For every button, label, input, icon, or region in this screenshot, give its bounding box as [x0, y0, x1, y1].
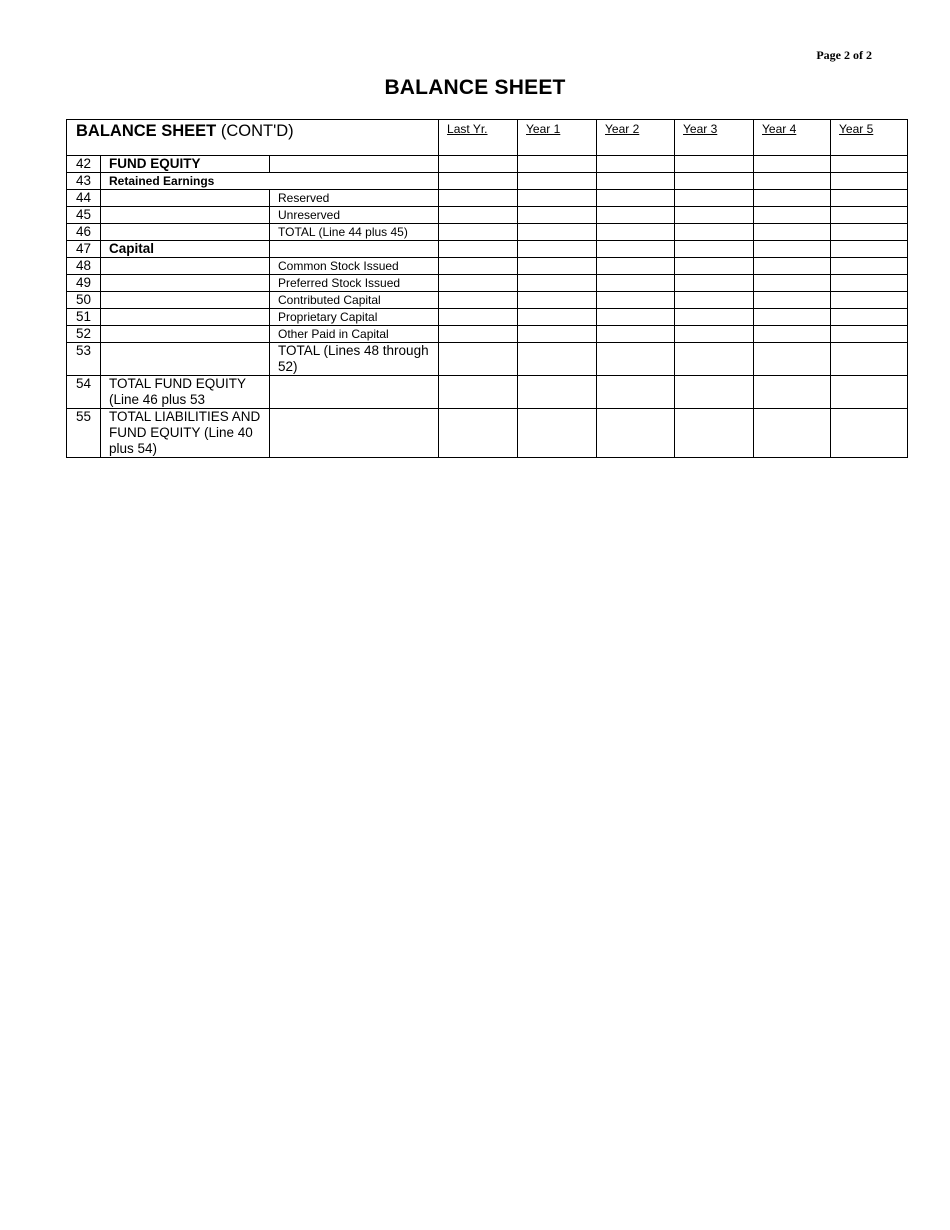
- row-sublabel: Contributed Capital: [270, 292, 439, 309]
- row-number: 49: [67, 275, 101, 292]
- value-cell[interactable]: [754, 224, 831, 241]
- value-cell[interactable]: [518, 207, 597, 224]
- value-cell[interactable]: [675, 309, 754, 326]
- row-label: [101, 224, 270, 241]
- row-label: [101, 190, 270, 207]
- value-cell[interactable]: [675, 156, 754, 173]
- row-sublabel: [270, 376, 439, 409]
- table-row: [67, 258, 908, 275]
- value-cell[interactable]: [831, 190, 908, 207]
- row-label: [101, 275, 270, 292]
- row-label: TOTAL LIABILITIES AND FUND EQUITY (Line 40 plus 54): [101, 409, 270, 458]
- table-row: [67, 409, 908, 458]
- value-cell[interactable]: [439, 156, 518, 173]
- value-cell[interactable]: [439, 326, 518, 343]
- value-cell[interactable]: [675, 275, 754, 292]
- row-label: FUND EQUITY: [101, 156, 270, 173]
- value-cell[interactable]: [675, 376, 754, 409]
- table-row: [67, 156, 908, 173]
- row-number: 44: [67, 190, 101, 207]
- value-cell[interactable]: [754, 207, 831, 224]
- table-row: [67, 326, 908, 343]
- row-sublabel: [270, 156, 439, 173]
- value-cell[interactable]: [518, 326, 597, 343]
- column-header-year-4: Year 4: [754, 120, 831, 156]
- row-sublabel: Proprietary Capital: [270, 309, 439, 326]
- value-cell[interactable]: [597, 343, 675, 376]
- value-cell[interactable]: [518, 241, 597, 258]
- table-row: [67, 173, 908, 190]
- value-cell[interactable]: [675, 241, 754, 258]
- value-cell[interactable]: [831, 343, 908, 376]
- table-row: [67, 376, 908, 409]
- row-number: 43: [67, 173, 101, 190]
- value-cell[interactable]: [439, 409, 518, 458]
- value-cell[interactable]: [754, 343, 831, 376]
- value-cell[interactable]: [754, 376, 831, 409]
- value-cell[interactable]: [597, 409, 675, 458]
- row-label: [101, 343, 270, 376]
- value-cell[interactable]: [754, 409, 831, 458]
- value-cell[interactable]: [518, 309, 597, 326]
- row-label: TOTAL FUND EQUITY (Line 46 plus 53: [101, 376, 270, 409]
- value-cell[interactable]: [831, 224, 908, 241]
- row-sublabel: Preferred Stock Issued: [270, 275, 439, 292]
- page-number: Page 2 of 2: [816, 48, 872, 62]
- value-cell[interactable]: [597, 156, 675, 173]
- row-sublabel: Reserved: [270, 190, 439, 207]
- value-cell[interactable]: [754, 309, 831, 326]
- row-sublabel: Unreserved: [270, 207, 439, 224]
- value-cell[interactable]: [439, 173, 518, 190]
- value-cell[interactable]: [518, 292, 597, 309]
- row-label: [101, 292, 270, 309]
- table-row: [67, 309, 908, 326]
- value-cell[interactable]: [439, 241, 518, 258]
- row-sublabel: [270, 409, 439, 458]
- value-cell[interactable]: [754, 258, 831, 275]
- value-cell[interactable]: [675, 190, 754, 207]
- value-cell[interactable]: [754, 292, 831, 309]
- value-cell[interactable]: [597, 292, 675, 309]
- value-cell[interactable]: [831, 207, 908, 224]
- table-row: [67, 241, 908, 258]
- row-label: Retained Earnings: [101, 173, 439, 190]
- value-cell[interactable]: [754, 173, 831, 190]
- value-cell[interactable]: [439, 207, 518, 224]
- row-number: 53: [67, 343, 101, 376]
- row-number: 48: [67, 258, 101, 275]
- value-cell[interactable]: [439, 224, 518, 241]
- row-sublabel: TOTAL (Line 44 plus 45): [270, 224, 439, 241]
- value-cell[interactable]: [831, 309, 908, 326]
- row-number: 51: [67, 309, 101, 326]
- value-cell[interactable]: [831, 258, 908, 275]
- value-cell[interactable]: [754, 275, 831, 292]
- row-number: 50: [67, 292, 101, 309]
- row-sublabel: TOTAL (Lines 48 through 52): [270, 343, 439, 376]
- row-number: 47: [67, 241, 101, 258]
- value-cell[interactable]: [597, 326, 675, 343]
- value-cell[interactable]: [675, 343, 754, 376]
- row-label: [101, 258, 270, 275]
- value-cell[interactable]: [597, 173, 675, 190]
- value-cell[interactable]: [675, 292, 754, 309]
- value-cell[interactable]: [597, 224, 675, 241]
- row-number: 54: [67, 376, 101, 409]
- value-cell[interactable]: [597, 258, 675, 275]
- page-title: BALANCE SHEET: [384, 76, 566, 99]
- value-cell[interactable]: [518, 275, 597, 292]
- value-cell[interactable]: [831, 241, 908, 258]
- value-cell[interactable]: [439, 376, 518, 409]
- table-row: [67, 292, 908, 309]
- value-cell[interactable]: [439, 292, 518, 309]
- value-cell[interactable]: [439, 190, 518, 207]
- value-cell[interactable]: [518, 409, 597, 458]
- table-header-row: [67, 120, 908, 156]
- row-number: 46: [67, 224, 101, 241]
- value-cell[interactable]: [597, 207, 675, 224]
- value-cell[interactable]: [831, 156, 908, 173]
- row-number: 45: [67, 207, 101, 224]
- value-cell[interactable]: [518, 190, 597, 207]
- value-cell[interactable]: [754, 190, 831, 207]
- value-cell[interactable]: [518, 156, 597, 173]
- row-label: [101, 207, 270, 224]
- table-row: [67, 207, 908, 224]
- table-row: [67, 190, 908, 207]
- row-number: 42: [67, 156, 101, 173]
- value-cell[interactable]: [518, 258, 597, 275]
- value-cell[interactable]: [597, 376, 675, 409]
- value-cell[interactable]: [675, 173, 754, 190]
- value-cell[interactable]: [518, 173, 597, 190]
- row-sublabel: Other Paid in Capital: [270, 326, 439, 343]
- table-row: [67, 343, 908, 376]
- row-number: 52: [67, 326, 101, 343]
- value-cell[interactable]: [439, 258, 518, 275]
- row-label: [101, 326, 270, 343]
- value-cell[interactable]: [831, 275, 908, 292]
- column-header-year-2: Year 2: [597, 120, 675, 156]
- value-cell[interactable]: [597, 190, 675, 207]
- column-header-year-1: Year 1: [518, 120, 597, 156]
- value-cell[interactable]: [675, 224, 754, 241]
- value-cell[interactable]: [597, 241, 675, 258]
- column-header-year-3: Year 3: [675, 120, 754, 156]
- row-label: Capital: [101, 241, 270, 258]
- value-cell[interactable]: [518, 343, 597, 376]
- value-cell[interactable]: [754, 241, 831, 258]
- value-cell[interactable]: [597, 275, 675, 292]
- value-cell[interactable]: [675, 258, 754, 275]
- value-cell[interactable]: [754, 326, 831, 343]
- table-row: [67, 224, 908, 241]
- value-cell[interactable]: [831, 326, 908, 343]
- value-cell[interactable]: [831, 173, 908, 190]
- value-cell[interactable]: [831, 292, 908, 309]
- row-number: 55: [67, 409, 101, 458]
- value-cell[interactable]: [831, 409, 908, 458]
- row-sublabel: [270, 241, 439, 258]
- table-row: [67, 275, 908, 292]
- value-cell[interactable]: [439, 309, 518, 326]
- column-header-last-yr: Last Yr.: [439, 120, 518, 156]
- value-cell[interactable]: [675, 326, 754, 343]
- value-cell[interactable]: [675, 207, 754, 224]
- value-cell[interactable]: [597, 309, 675, 326]
- value-cell[interactable]: [518, 224, 597, 241]
- column-header-year-5: Year 5: [831, 120, 908, 156]
- row-sublabel: Common Stock Issued: [270, 258, 439, 275]
- row-label: [101, 309, 270, 326]
- value-cell[interactable]: [518, 376, 597, 409]
- value-cell[interactable]: [754, 156, 831, 173]
- value-cell[interactable]: [439, 343, 518, 376]
- value-cell[interactable]: [675, 409, 754, 458]
- value-cell[interactable]: [439, 275, 518, 292]
- balance-sheet-table: [66, 119, 908, 458]
- table-header-title: BALANCE SHEET (CONT'D): [67, 120, 439, 156]
- value-cell[interactable]: [831, 376, 908, 409]
